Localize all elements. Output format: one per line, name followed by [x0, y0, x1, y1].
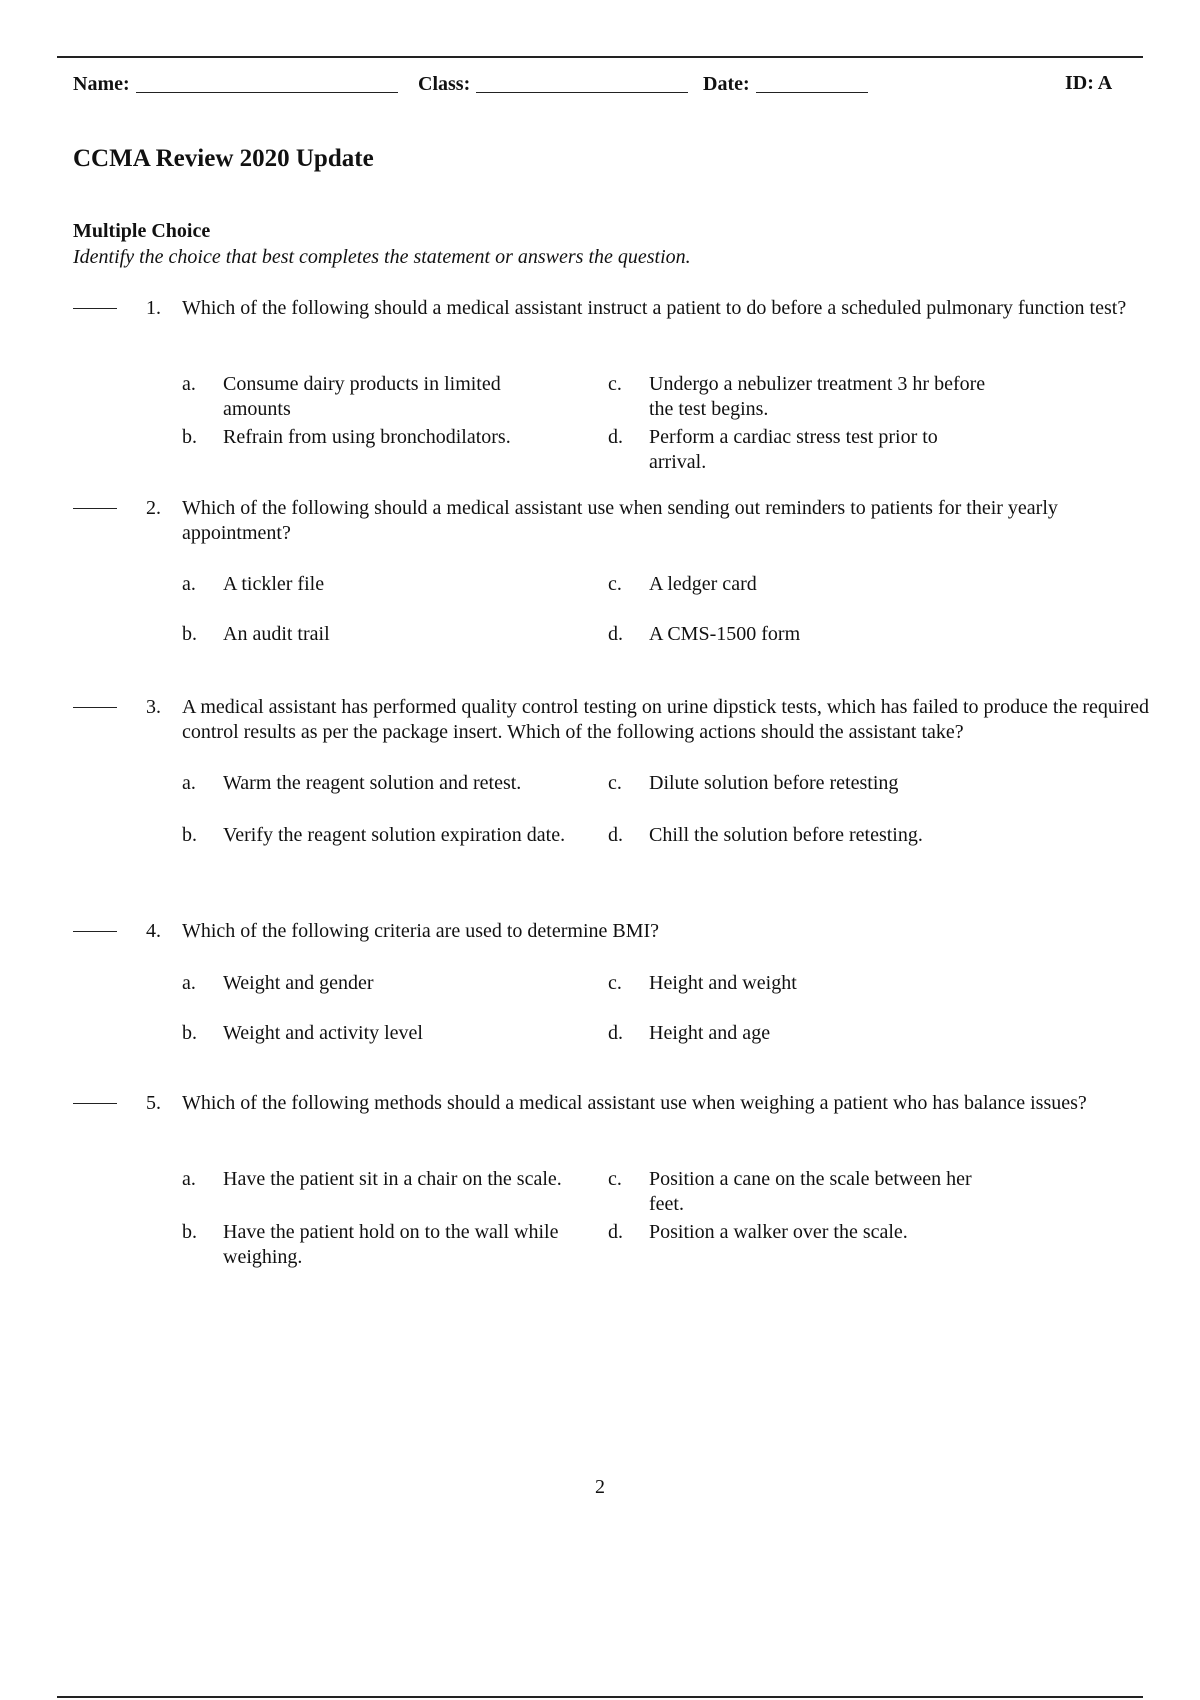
- option-text: Chill the solution before retesting.: [649, 824, 923, 846]
- bottom-rule: [57, 1696, 1143, 1698]
- answer-blank[interactable]: [73, 931, 117, 932]
- option-letter: d.: [608, 824, 623, 846]
- option-text: Undergo a nebulizer treatment 3 hr before the test begins.: [649, 373, 986, 420]
- option-text: Position a cane on the scale between her feet.: [649, 1168, 972, 1215]
- option-letter: c.: [608, 573, 622, 595]
- option-letter: c.: [608, 1168, 622, 1190]
- option-letter: a.: [182, 972, 196, 994]
- option-letter: b.: [182, 623, 197, 645]
- question-text: Which of the following should a medical assistant use when sending out reminders to patients for their yearly appointment?: [182, 497, 1058, 544]
- question-number: 2.: [146, 497, 161, 519]
- option-text: Have the patient sit in a chair on the scale.: [223, 1168, 562, 1190]
- name-label: Name:: [73, 73, 130, 95]
- name-blank: [136, 72, 398, 93]
- option-text: An audit trail: [223, 623, 330, 645]
- option-text: Warm the reagent solution and retest.: [223, 772, 522, 794]
- option-letter: b.: [182, 824, 197, 846]
- document-title: CCMA Review 2020 Update: [73, 145, 374, 172]
- option-letter: c.: [608, 373, 622, 395]
- option-letter: d.: [608, 623, 623, 645]
- option-letter: d.: [608, 426, 623, 448]
- option-letter: d.: [608, 1221, 623, 1243]
- option-text: Consume dairy products in limited amounts: [223, 373, 501, 420]
- date-blank: [756, 72, 868, 93]
- option-text: Position a walker over the scale.: [649, 1221, 908, 1243]
- option-text: Dilute solution before retesting: [649, 772, 899, 794]
- question-text: Which of the following criteria are used to determine BMI?: [182, 920, 660, 942]
- option-text: A CMS-1500 form: [649, 623, 801, 645]
- option-letter: b.: [182, 1022, 197, 1044]
- date-field: [703, 72, 868, 96]
- option-text: Perform a cardiac stress test prior to arrival.: [649, 426, 938, 473]
- question-number: 1.: [146, 297, 161, 319]
- option-text: Weight and activity level: [223, 1022, 423, 1044]
- section-title: Multiple Choice: [73, 220, 211, 242]
- answer-blank[interactable]: [73, 508, 117, 509]
- option-letter: c.: [608, 772, 622, 794]
- class-blank: [476, 72, 688, 93]
- answer-blank[interactable]: [73, 707, 117, 708]
- page-number: 2: [595, 1476, 605, 1498]
- top-rule: [57, 56, 1143, 58]
- option-text: Refrain from using bronchodilators.: [223, 426, 511, 448]
- option-letter: a.: [182, 573, 196, 595]
- date-label: Date:: [703, 73, 750, 95]
- option-text: Weight and gender: [223, 972, 374, 994]
- option-letter: b.: [182, 426, 197, 448]
- question-number: 5.: [146, 1092, 161, 1114]
- header-row: [73, 72, 1123, 102]
- option-text: Have the patient hold on to the wall while weighing.: [223, 1221, 559, 1268]
- option-text: A ledger card: [649, 573, 757, 595]
- id-label: ID: A: [1065, 72, 1113, 94]
- question-number: 4.: [146, 920, 161, 942]
- option-letter: c.: [608, 972, 622, 994]
- section-instructions: Identify the choice that best completes the statement or answers the question.: [73, 246, 691, 268]
- option-text: Height and weight: [649, 972, 797, 994]
- name-field: [73, 72, 398, 96]
- option-text: Height and age: [649, 1022, 771, 1044]
- option-letter: b.: [182, 1221, 197, 1243]
- option-letter: a.: [182, 772, 196, 794]
- question-text: Which of the following should a medical assistant instruct a patient to do before a scheduled pulmonary function test?: [182, 297, 1127, 319]
- answer-blank[interactable]: [73, 308, 117, 309]
- question-text: A medical assistant has performed quality control testing on urine dipstick tests, which has failed to produce the required control results as per the package insert. Which of the following actions should the assistant take?: [182, 696, 1149, 743]
- option-text: Verify the reagent solution expiration date.: [223, 824, 566, 846]
- question-number: 3.: [146, 696, 161, 718]
- question-text: Which of the following methods should a medical assistant use when weighing a patient who has balance issues?: [182, 1092, 1087, 1114]
- option-text: A tickler file: [223, 573, 325, 595]
- answer-blank[interactable]: [73, 1103, 117, 1104]
- option-letter: d.: [608, 1022, 623, 1044]
- class-label: Class:: [418, 73, 471, 95]
- option-letter: a.: [182, 373, 196, 395]
- class-field: [418, 72, 688, 96]
- option-letter: a.: [182, 1168, 196, 1190]
